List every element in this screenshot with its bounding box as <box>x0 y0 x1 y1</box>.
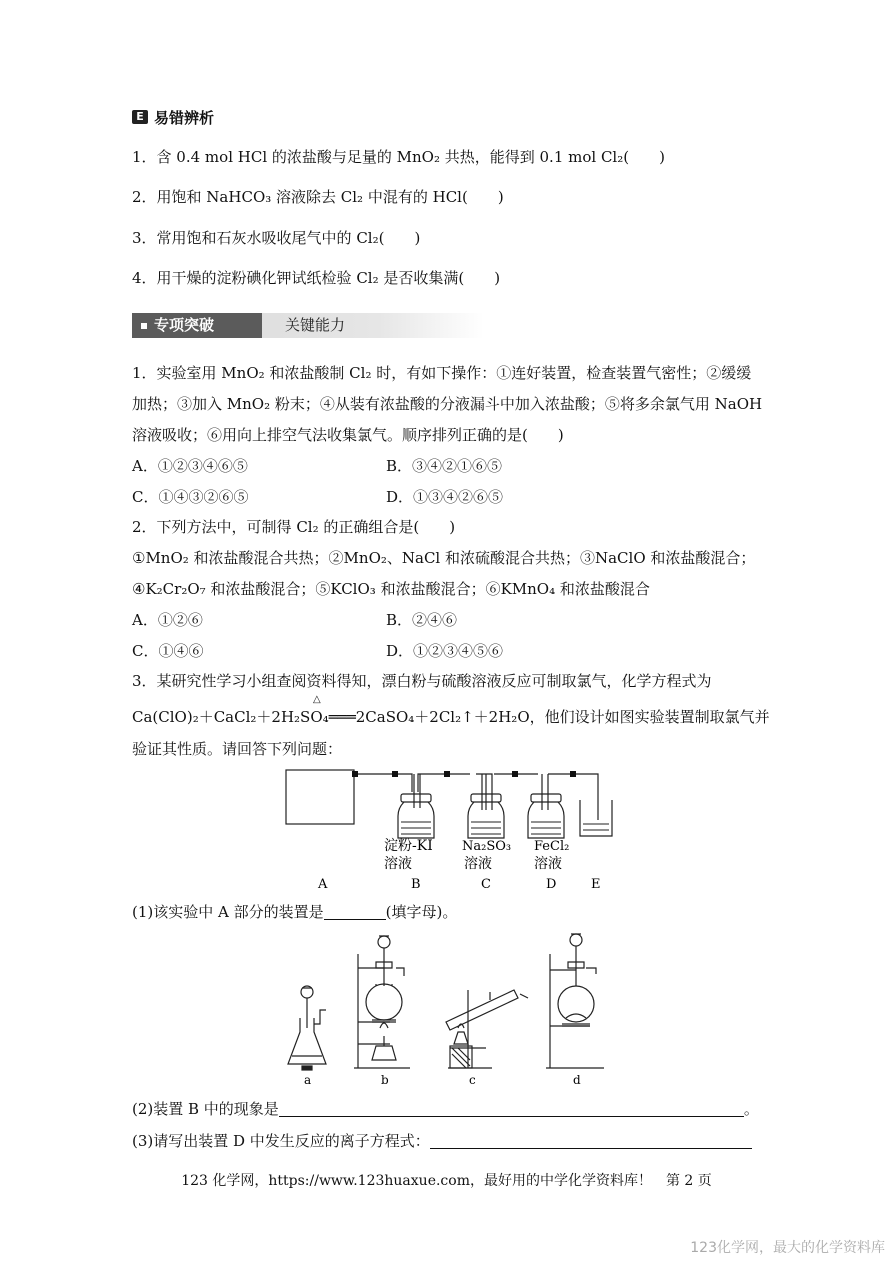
label-c-solution: 溶液 <box>464 856 492 872</box>
answer-blank-2[interactable] <box>279 1101 744 1117</box>
banner-right <box>265 315 505 336</box>
answer-blank-1[interactable] <box>324 904 386 920</box>
label-d-reagent: FeCl₂ <box>534 839 570 854</box>
q1-option-b: B．③④②①⑥⑤ <box>386 457 503 475</box>
setup-options-diagram <box>280 928 620 1090</box>
q1-line-1: 1．实验室用 MnO₂ 和浓盐酸制 Cl₂ 时，有如下操作：①连好装置，检查装置气密性；②缓缓 <box>132 364 752 382</box>
label-d-solution: 溶液 <box>534 856 562 872</box>
q1-option-d: D．①③④②⑥⑤ <box>386 488 504 506</box>
q2-option-d: D．①②③④⑤⑥ <box>386 642 504 660</box>
q1-option-a: A．①②③④⑥⑤ <box>132 457 248 475</box>
setup-c <box>446 990 528 1068</box>
setup-letter-c: c <box>469 1073 476 1087</box>
q1-line-3: 溶液吸收；⑥用向上排空气法收集氯气。顺序排列正确的是( ) <box>132 426 564 444</box>
q3-sub3 <box>132 1130 752 1151</box>
q3-sub1-suffix: (填字母)。 <box>385 903 458 921</box>
letter-d: D <box>546 877 557 892</box>
q2-line-2: ①MnO₂ 和浓盐酸混合共热；②MnO₂、NaCl 和浓硫酸混合共热；③NaClO 和浓盐酸混合； <box>132 549 756 567</box>
beaker-e <box>580 800 612 836</box>
error-item-2: 2．用饱和 NaHCO₃ 溶液除去 Cl₂ 中混有的 HCl( ) <box>132 188 504 206</box>
page-footer: 123 化学网，https://www.123huaxue.com，最好用的中学化学资料库！ 第 2 页 <box>181 1173 712 1189</box>
label-b-solution: 溶液 <box>384 856 412 872</box>
setup-b <box>354 936 410 1068</box>
section-title: 易错辨析 <box>154 108 215 127</box>
banner-left-label: 专项突破 <box>154 316 215 334</box>
q2-option-b: B．②④⑥ <box>386 611 458 629</box>
q2-line-1: 2．下列方法中，可制得 Cl₂ 的正确组合是( ) <box>132 518 456 536</box>
setup-letter-d: d <box>573 1073 581 1087</box>
square-icon <box>141 323 147 329</box>
error-item-3: 3．常用饱和石灰水吸收尾气中的 Cl₂( ) <box>132 229 421 247</box>
section-banner <box>132 313 484 338</box>
setup-d <box>546 934 604 1068</box>
q2-option-c: C．①④⑥ <box>132 642 204 660</box>
q3-sub1 <box>132 901 457 922</box>
error-item-4: 4．用干燥的淀粉碘化钾试纸检验 Cl₂ 是否收集满( ) <box>132 269 501 287</box>
banner-left <box>132 313 262 338</box>
q3-sub2 <box>132 1098 759 1119</box>
q1-line-2: 加热；③加入 MnO₂ 粉末；④从装有浓盐酸的分液漏斗中加入浓盐酸；⑤将多余氯气用 NaOH <box>132 395 763 413</box>
label-c-reagent: Na₂SO₃ <box>462 839 512 854</box>
q3-line-2: Ca(ClO)₂＋CaCl₂＋2H₂SO₄═══2CaSO₄＋2Cl₂↑＋2H₂O，他们设计如图实验装置制取氯气并 <box>132 708 770 726</box>
bottle-d <box>528 794 564 838</box>
setup-letter-a: a <box>304 1073 312 1087</box>
letter-b: B <box>411 877 421 892</box>
watermark: 123化学网，最大的化学资料库 <box>690 1240 885 1256</box>
letter-e: E <box>591 877 601 892</box>
letter-a: A <box>318 877 328 892</box>
bottle-b <box>398 794 434 838</box>
error-item-1: 1．含 0.4 mol HCl 的浓盐酸与足量的 MnO₂ 共热，能得到 0.1 mol Cl₂( ) <box>132 148 665 166</box>
answer-blank-3[interactable] <box>430 1133 752 1149</box>
q3-line-3: 验证其性质。请回答下列问题： <box>132 740 343 758</box>
heat-mark: △ <box>313 694 321 705</box>
q3-sub2-suffix: 。 <box>743 1100 759 1118</box>
setup-letter-b: b <box>381 1073 389 1087</box>
q2-option-a: A．①②⑥ <box>132 611 203 629</box>
q1-option-c: C．①④③②⑥⑤ <box>132 488 249 506</box>
q3-sub2-text: (2)装置 B 中的现象是 <box>132 1100 279 1118</box>
setup-a <box>288 986 326 1070</box>
q3-line-1: 3．某研究性学习小组查阅资料得知，漂白粉与硫酸溶液反应可制取氯气，化学方程式为 <box>132 672 712 690</box>
q3-sub1-text: (1)该实验中 A 部分的装置是 <box>132 903 324 921</box>
letter-c: C <box>481 877 491 892</box>
label-b-reagent: 淀粉-KI <box>384 838 433 854</box>
q2-line-3: ④K₂Cr₂O₇ 和浓盐酸混合；⑤KClO₃ 和浓盐酸混合；⑥KMnO₄ 和浓盐酸混合 <box>132 580 650 598</box>
section-header-yicuo <box>132 106 214 128</box>
q3-sub3-text: (3)请写出装置 D 中发生反应的离子方程式： <box>132 1132 430 1150</box>
apparatus-diagram <box>280 764 620 892</box>
e-icon: E <box>132 110 148 124</box>
apparatus-a-box <box>286 770 354 824</box>
banner-right-label: 关键能力 <box>285 316 346 334</box>
